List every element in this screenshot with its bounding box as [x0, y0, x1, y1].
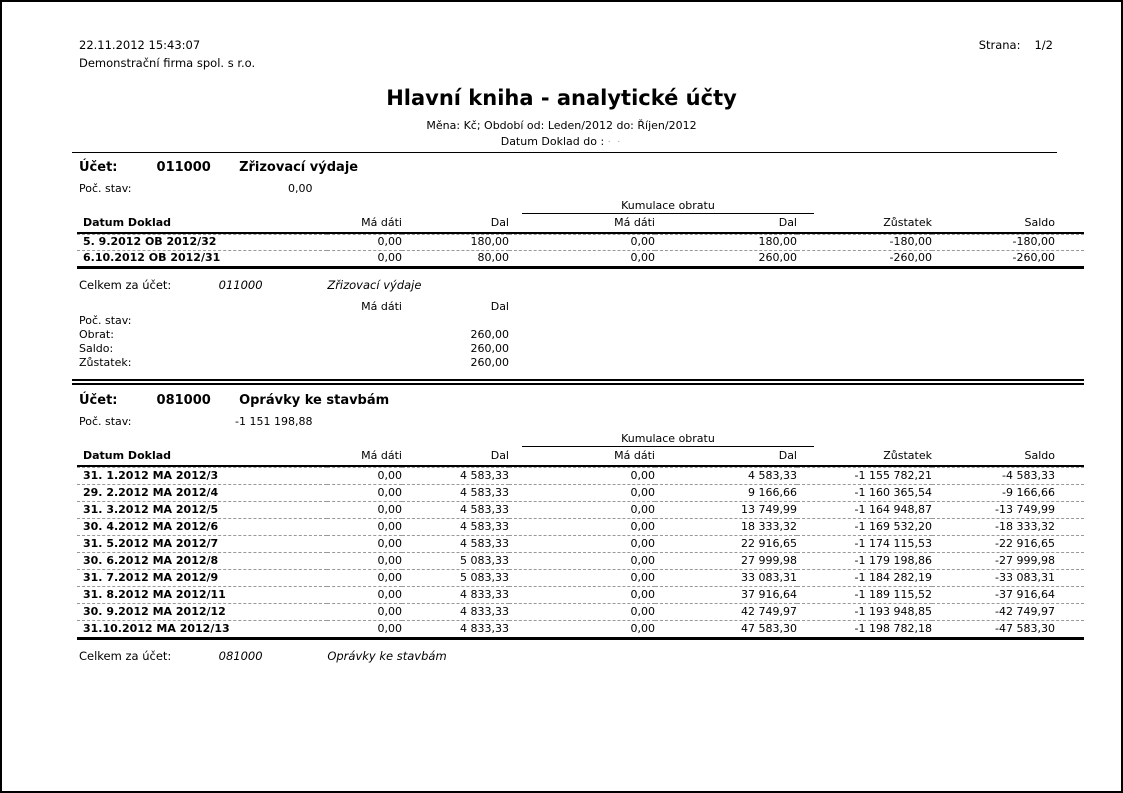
col-header-datum-doklad: Datum Doklad — [77, 214, 327, 234]
row-kum-dal: 27 999,98 — [655, 552, 797, 569]
row-madati: 0,00 — [327, 569, 402, 586]
row-kum-madati: 0,00 — [509, 603, 655, 620]
opening-balance-row — [79, 182, 1121, 195]
row-kum-madati: 0,00 — [509, 518, 655, 535]
ledger-row — [77, 535, 1084, 552]
page-label: Strana: — [978, 38, 1021, 52]
summary-line-poc-stav: Poč. stav: — [79, 314, 132, 327]
header-divider — [72, 152, 1057, 153]
row-zustatek: -1 164 948,87 — [797, 501, 932, 518]
row-date-doc: 31. 1.2012 MA 2012/3 — [77, 467, 327, 484]
ledger-table-head — [77, 214, 1084, 234]
row-kum-madati: 0,00 — [509, 535, 655, 552]
col-header-zustatek: Zůstatek — [797, 214, 932, 234]
company-name: Demonstrační firma spol. s r.o. — [79, 56, 256, 70]
row-zustatek: -1 155 782,21 — [797, 467, 932, 484]
ledger-row — [77, 484, 1084, 501]
report-subtitle-datefilter — [2, 134, 1121, 148]
row-kum-dal: 42 749,97 — [655, 603, 797, 620]
col-header-saldo: Saldo — [932, 214, 1084, 234]
opening-balance-label: Poč. stav: — [79, 182, 132, 195]
row-saldo: -33 083,31 — [932, 569, 1084, 586]
ledger-table-wrap — [77, 200, 1084, 269]
summary-col-dal: Dal — [490, 300, 509, 313]
row-madati: 0,00 — [327, 467, 402, 484]
row-date-doc: 6.10.2012 OB 2012/31 — [77, 250, 327, 266]
row-date-doc: 31. 7.2012 MA 2012/9 — [77, 569, 327, 586]
row-saldo: -47 583,30 — [932, 620, 1084, 637]
row-madati: 0,00 — [327, 501, 402, 518]
row-date-doc: 31. 5.2012 MA 2012/7 — [77, 535, 327, 552]
row-madati: 0,00 — [327, 620, 402, 637]
cumulative-turnover-heading: Kumulace obratu — [522, 433, 814, 447]
row-kum-dal: 4 583,33 — [655, 467, 797, 484]
row-saldo: -260,00 — [932, 250, 1084, 266]
account-summary — [79, 300, 509, 370]
row-date-doc: 5. 9.2012 OB 2012/32 — [77, 234, 327, 250]
ledger-table-wrap — [77, 433, 1084, 640]
account-total-label: Celkem za účet: — [79, 278, 172, 292]
row-zustatek: -1 184 282,19 — [797, 569, 932, 586]
row-saldo: -4 583,33 — [932, 467, 1084, 484]
ledger-row — [77, 552, 1084, 569]
datefilter-empty-value: . . — [607, 135, 623, 145]
ledger-row — [77, 467, 1084, 484]
col-header-kum-madati: Má dáti — [509, 447, 655, 467]
row-madati: 0,00 — [327, 603, 402, 620]
report-datetime: 22.11.2012 15:43:07 — [79, 38, 201, 52]
row-date-doc: 30. 9.2012 MA 2012/12 — [77, 603, 327, 620]
row-kum-dal: 18 333,32 — [655, 518, 797, 535]
row-zustatek: -1 179 198,86 — [797, 552, 932, 569]
row-kum-dal: 13 749,99 — [655, 501, 797, 518]
row-saldo: -18 333,32 — [932, 518, 1084, 535]
account-total-number: 081000 — [218, 649, 263, 663]
account-label: Účet: — [79, 160, 118, 175]
row-kum-madati: 0,00 — [509, 250, 655, 266]
col-header-kum-dal: Dal — [655, 447, 797, 467]
summary-line-saldo: Saldo: 260,00 — [79, 342, 509, 355]
row-dal: 4 833,33 — [402, 586, 509, 603]
row-date-doc: 30. 4.2012 MA 2012/6 — [77, 518, 327, 535]
row-zustatek: -1 198 782,18 — [797, 620, 932, 637]
row-dal: 5 083,33 — [402, 569, 509, 586]
account-total-row — [79, 278, 1121, 293]
row-kum-madati: 0,00 — [509, 552, 655, 569]
report-subtitle-period: Měna: Kč; Období od: Leden/2012 do: Říjen/2012 — [426, 119, 697, 132]
row-madati: 0,00 — [327, 552, 402, 569]
row-zustatek: -1 169 532,20 — [797, 518, 932, 535]
account-name: Zřizovací výdaje — [239, 160, 359, 175]
account-number: 081000 — [156, 393, 211, 408]
row-date-doc: 30. 6.2012 MA 2012/8 — [77, 552, 327, 569]
ledger-table-head — [77, 447, 1084, 467]
row-kum-dal: 37 916,64 — [655, 586, 797, 603]
row-kum-madati: 0,00 — [509, 484, 655, 501]
row-saldo: -9 166,66 — [932, 484, 1084, 501]
ledger-row — [77, 569, 1084, 586]
opening-balance-row — [79, 415, 1121, 428]
report-title: Hlavní kniha - analytické účty — [386, 86, 737, 110]
row-kum-dal: 260,00 — [655, 250, 797, 266]
page-indicator — [979, 38, 1053, 52]
row-zustatek: -1 174 115,53 — [797, 535, 932, 552]
row-date-doc: 29. 2.2012 MA 2012/4 — [77, 484, 327, 501]
opening-balance-value: -1 151 198,88 — [235, 415, 313, 428]
summary-line-zustatek: Zůstatek: 260,00 — [79, 356, 509, 369]
row-madati: 0,00 — [327, 234, 402, 250]
row-zustatek: -1 160 365,54 — [797, 484, 932, 501]
ledger-table — [77, 214, 1084, 269]
col-header-madati: Má dáti — [327, 447, 402, 467]
row-dal: 180,00 — [402, 234, 509, 250]
header-row — [77, 214, 1084, 234]
account-label: Účet: — [79, 393, 118, 408]
row-madati: 0,00 — [327, 518, 402, 535]
row-date-doc: 31. 8.2012 MA 2012/11 — [77, 586, 327, 603]
account-name: Oprávky ke stavbám — [239, 393, 390, 408]
account-header — [79, 393, 1121, 409]
row-kum-dal: 9 166,66 — [655, 484, 797, 501]
ledger-row — [77, 501, 1084, 518]
opening-balance-label: Poč. stav: — [79, 415, 132, 428]
cumulative-turnover-heading: Kumulace obratu — [522, 200, 814, 214]
row-saldo: -27 999,98 — [932, 552, 1084, 569]
row-kum-madati: 0,00 — [509, 234, 655, 250]
row-kum-madati: 0,00 — [509, 586, 655, 603]
row-kum-dal: 47 583,30 — [655, 620, 797, 637]
row-saldo: -13 749,99 — [932, 501, 1084, 518]
section-divider — [72, 379, 1084, 385]
opening-balance-value: 0,00 — [288, 182, 313, 195]
account-total-name: Oprávky ke stavbám — [327, 649, 447, 663]
account-number: 011000 — [156, 160, 211, 175]
account-total-row — [79, 649, 1121, 664]
row-dal: 4 583,33 — [402, 501, 509, 518]
row-kum-dal: 180,00 — [655, 234, 797, 250]
row-dal: 4 833,33 — [402, 620, 509, 637]
account-total-name: Zřizovací výdaje — [327, 278, 422, 292]
ledger-row — [77, 518, 1084, 535]
row-madati: 0,00 — [327, 484, 402, 501]
row-zustatek: -1 193 948,85 — [797, 603, 932, 620]
row-date-doc: 31.10.2012 MA 2012/13 — [77, 620, 327, 637]
row-zustatek: -180,00 — [797, 234, 932, 250]
row-saldo: -42 749,97 — [932, 603, 1084, 620]
summary-col-madati: Má dáti — [361, 300, 402, 313]
account-total-number: 011000 — [218, 278, 263, 292]
row-saldo: -22 916,65 — [932, 535, 1084, 552]
row-madati: 0,00 — [327, 586, 402, 603]
datefilter-label: Datum Doklad do : — [500, 135, 605, 148]
ledger-row — [77, 603, 1084, 620]
col-header-zustatek: Zůstatek — [797, 447, 932, 467]
col-header-datum-doklad: Datum Doklad — [77, 447, 327, 467]
ledger-table-body — [77, 234, 1084, 266]
row-kum-madati: 0,00 — [509, 501, 655, 518]
ledger-row — [77, 620, 1084, 637]
col-header-madati: Má dáti — [327, 214, 402, 234]
col-header-dal: Dal — [402, 214, 509, 234]
report-header — [2, 2, 1121, 52]
ledger-row — [77, 250, 1084, 266]
row-madati: 0,00 — [327, 250, 402, 266]
page-number: 1/2 — [1034, 38, 1053, 52]
ledger-row — [77, 586, 1084, 603]
account-total-label: Celkem za účet: — [79, 649, 172, 663]
col-header-kum-dal: Dal — [655, 214, 797, 234]
ledger-row — [77, 234, 1084, 250]
row-saldo: -37 916,64 — [932, 586, 1084, 603]
summary-line-obrat: Obrat: 260,00 — [79, 328, 509, 341]
summary-header — [79, 300, 509, 314]
row-dal: 5 083,33 — [402, 552, 509, 569]
row-saldo: -180,00 — [932, 234, 1084, 250]
row-kum-dal: 22 916,65 — [655, 535, 797, 552]
ledger-table-body — [77, 467, 1084, 637]
row-kum-madati: 0,00 — [509, 620, 655, 637]
row-dal: 4 583,33 — [402, 484, 509, 501]
row-dal: 4 583,33 — [402, 535, 509, 552]
row-dal: 80,00 — [402, 250, 509, 266]
header-row — [77, 447, 1084, 467]
row-date-doc: 31. 3.2012 MA 2012/5 — [77, 501, 327, 518]
row-madati: 0,00 — [327, 535, 402, 552]
col-header-dal: Dal — [402, 447, 509, 467]
ledger-table — [77, 447, 1084, 640]
row-kum-madati: 0,00 — [509, 467, 655, 484]
row-zustatek: -260,00 — [797, 250, 932, 266]
row-zustatek: -1 189 115,52 — [797, 586, 932, 603]
row-dal: 4 833,33 — [402, 603, 509, 620]
col-header-saldo: Saldo — [932, 447, 1084, 467]
col-header-kum-madati: Má dáti — [509, 214, 655, 234]
row-dal: 4 583,33 — [402, 467, 509, 484]
row-kum-dal: 33 083,31 — [655, 569, 797, 586]
account-header — [79, 160, 1121, 176]
row-dal: 4 583,33 — [402, 518, 509, 535]
row-kum-madati: 0,00 — [509, 569, 655, 586]
